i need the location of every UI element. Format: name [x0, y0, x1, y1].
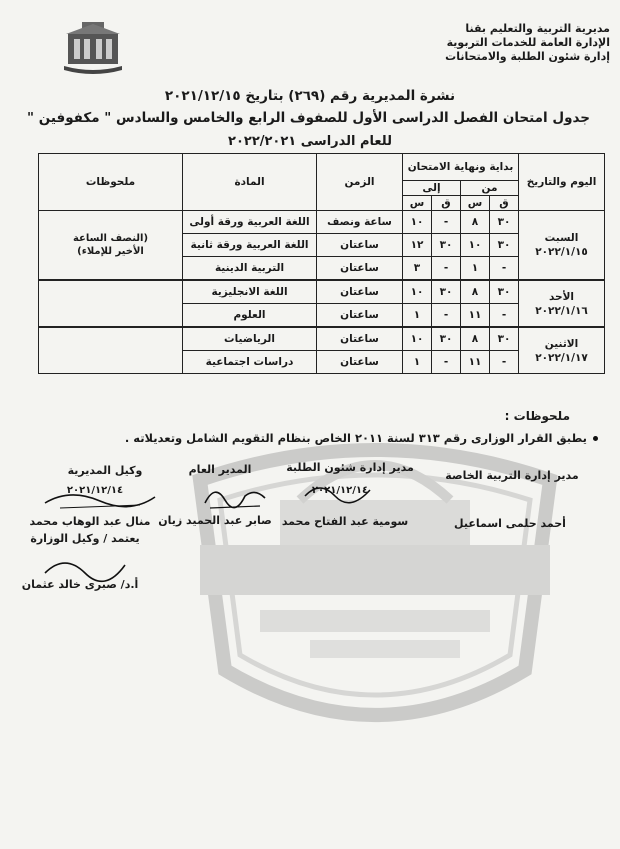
from-minute-cell: - — [490, 304, 519, 328]
duration-cell: ساعتان — [317, 327, 403, 351]
subject-cell: العلوم — [183, 304, 317, 328]
table-row — [39, 327, 605, 351]
to-minute-cell: ٣٠ — [432, 327, 461, 351]
subject-cell: دراسات اجتماعية — [183, 351, 317, 374]
signatory-name-special-education: أحمد حلمى اسماعيل — [454, 517, 566, 530]
from-minute-cell: ٣٠ — [490, 327, 519, 351]
from-minute-cell: ٣٠ — [490, 280, 519, 304]
to-hour-cell: ٣ — [403, 257, 432, 281]
duration-cell: ساعتان — [317, 257, 403, 281]
to-minute-cell: - — [432, 351, 461, 374]
duration-cell: ساعتان — [317, 280, 403, 304]
day-date-cell: الأحد ٢٠٢٢/١/١٦ — [519, 280, 605, 327]
signatory-name-general-director: صابر عبد الحميد زيان — [158, 514, 272, 527]
from-minute-cell: - — [490, 351, 519, 374]
duration-cell: ساعتان — [317, 351, 403, 374]
header-day-date: اليوم والتاريخ — [519, 154, 605, 211]
day-date-cell: الاثنين ٢٠٢٢/١/١٧ — [519, 327, 605, 374]
from-hour-cell: ٨ — [461, 280, 490, 304]
duration-cell: ساعتان — [317, 234, 403, 257]
from-hour-cell: ١ — [461, 257, 490, 281]
to-hour-cell: ١٢ — [403, 234, 432, 257]
header-to-minute: ق — [432, 196, 461, 211]
header-line-1: مديرية التربية والتعليم بقنا — [465, 22, 610, 35]
duration-cell: ساعتان — [317, 304, 403, 328]
subject-cell: اللغة العربية ورقة ثانية — [183, 234, 317, 257]
notes-item — [28, 431, 598, 445]
from-minute-cell: - — [490, 257, 519, 281]
to-hour-cell: ١ — [403, 351, 432, 374]
header-start-end: بداية ونهاية الامتحان — [403, 154, 519, 181]
notes-item-text: يطبق القرار الوزارى رقم ٣١٣ لسنة ٢٠١١ الخاص بنظام التقويم الشامل وتعديلاته . — [124, 431, 587, 445]
from-hour-cell: ١٠ — [461, 234, 490, 257]
header-to: إلى — [403, 181, 461, 196]
header-to-hour: س — [403, 196, 432, 211]
academic-year-title: للعام الدراسى ٢٠٢٢/٢٠٢١ — [228, 134, 392, 149]
signatory-title-general-director: المدير العام — [188, 463, 252, 476]
from-hour-cell: ٨ — [461, 211, 490, 234]
from-hour-cell: ٨ — [461, 327, 490, 351]
table-row — [39, 280, 605, 304]
ministry-emblem-logo — [62, 12, 124, 76]
to-minute-cell: ٣٠ — [432, 234, 461, 257]
to-hour-cell: ١٠ — [403, 280, 432, 304]
duration-cell: ساعة ونصف — [317, 211, 403, 234]
to-hour-cell: ١٠ — [403, 327, 432, 351]
from-minute-cell: ٣٠ — [490, 211, 519, 234]
bullet-icon — [593, 436, 598, 441]
approval-label: يعتمد / وكيل الوزارة — [30, 532, 140, 545]
header-from-hour: س — [461, 196, 490, 211]
signatory-title-deputy-director: وكيل المديرية — [67, 464, 143, 477]
signatory-name-student-affairs: سومية عبد الفتاح محمد — [281, 515, 409, 528]
signatory-name-deputy-director: منال عبد الوهاب محمد — [29, 515, 151, 528]
header-from: من — [461, 181, 519, 196]
header-line-3: إدارة شئون الطلبة والامتحانات — [445, 50, 610, 63]
signature-date-deputy-director: ٢٠٢١/١٢/١٤ — [66, 485, 124, 496]
to-hour-cell: ١٠ — [403, 211, 432, 234]
signature-general-director — [200, 478, 270, 514]
header-line-2: الإدارة العامة للخدمات التربوية — [446, 36, 610, 49]
bulletin-title: نشرة المديرية رقم (٢٦٩) بتاريخ ٢٠٢١/١٢/١٥ — [164, 88, 456, 104]
signatory-title-special-education: مدير إدارة التربية الخاصة — [445, 469, 579, 482]
header-duration: الزمن — [317, 154, 403, 211]
subject-cell: التربية الدينية — [183, 257, 317, 281]
notes-cell — [39, 327, 183, 374]
schedule-title: جدول امتحان الفصل الدراسى الأول للصفوف الرابع والخامس والسادس " مكفوفين " — [26, 110, 590, 126]
to-hour-cell: ١ — [403, 304, 432, 328]
header-from-minute: ق — [490, 196, 519, 211]
to-minute-cell: - — [432, 257, 461, 281]
from-minute-cell: ٣٠ — [490, 234, 519, 257]
signature-date-student-affairs: ٢٠٢١/١٢/١٤ — [311, 485, 369, 496]
subject-cell: اللغة الانجليزية — [183, 280, 317, 304]
signatory-title-student-affairs: مدير إدارة شئون الطلبة — [286, 461, 414, 474]
signature-student-affairs — [300, 478, 380, 508]
notes-heading: ملحوظات : — [504, 409, 570, 423]
table-row — [39, 211, 605, 234]
subject-cell: الرياضيات — [183, 327, 317, 351]
to-minute-cell: - — [432, 304, 461, 328]
from-hour-cell: ١١ — [461, 351, 490, 374]
notes-cell: (النصف الساعة الأخير للإملاء) — [39, 211, 183, 281]
header-subject: المادة — [183, 154, 317, 211]
exam-schedule-table — [38, 153, 605, 374]
day-date-cell: السبت ٢٠٢٢/١/١٥ — [519, 211, 605, 281]
header-notes: ملحوظات — [39, 154, 183, 211]
subject-cell: اللغة العربية ورقة أولى — [183, 211, 317, 234]
to-minute-cell: ٣٠ — [432, 280, 461, 304]
from-hour-cell: ١١ — [461, 304, 490, 328]
to-minute-cell: - — [432, 211, 461, 234]
notes-cell — [39, 280, 183, 327]
signature-deputy-director — [40, 483, 160, 513]
issuing-authority-header — [420, 22, 610, 64]
undersecretary-name: أ.د/ صبرى خالد عثمان — [21, 578, 139, 591]
